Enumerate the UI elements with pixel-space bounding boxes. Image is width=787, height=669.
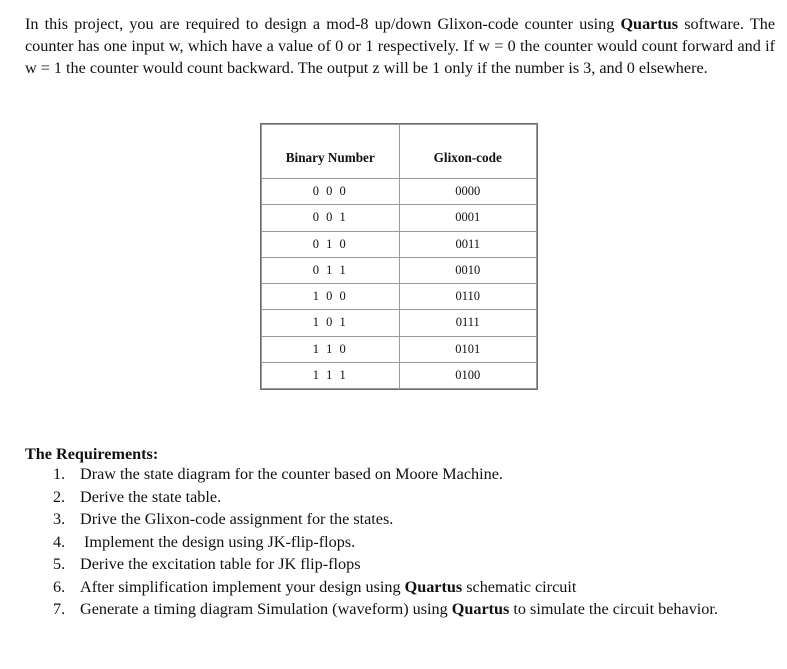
table-row <box>262 310 537 336</box>
list-number: 4. <box>53 532 66 551</box>
binary-cell: 1 0 0 <box>262 284 400 310</box>
list-number: 5. <box>53 555 66 573</box>
list-item <box>25 463 775 486</box>
list-number: 2. <box>53 487 66 506</box>
binary-cell: 0 1 1 <box>262 257 400 283</box>
glixon-cell: 0010 <box>399 257 537 283</box>
table-row <box>262 336 537 362</box>
glixon-cell: 0110 <box>399 284 537 310</box>
list-text: Draw the state diagram for the counter based on Moore Machine. <box>80 465 503 483</box>
list-number: 7. <box>53 600 66 618</box>
header-binary-number: Binary Number <box>262 125 400 179</box>
list-number: 3. <box>53 510 66 528</box>
glixon-cell: 0101 <box>399 336 537 362</box>
header-glixon-code: Glixon-code <box>399 125 537 179</box>
table-row <box>262 284 537 310</box>
list-text: Implement the design using JK-flip-flops. <box>80 532 356 551</box>
table-row <box>262 205 537 231</box>
list-item <box>25 531 775 554</box>
table-row <box>262 362 537 388</box>
list-text-after: to simulate the circuit behavior. <box>509 600 718 618</box>
binary-cell: 0 0 1 <box>262 205 400 231</box>
list-text: Generate a timing diagram Simulation (waveform) using <box>80 600 452 618</box>
quartus-bold: Quartus <box>404 577 463 596</box>
list-text: Derive the state table. <box>80 487 222 506</box>
list-text: Drive the Glixon-code assignment for the states. <box>80 510 394 528</box>
list-number: 1. <box>53 465 66 483</box>
list-text: Derive the excitation table for JK flip-flops <box>80 555 361 573</box>
requirements-title: The Requirements: <box>25 445 159 463</box>
list-item <box>25 508 775 531</box>
binary-cell: 1 1 0 <box>262 336 400 362</box>
list-number: 6. <box>53 577 66 596</box>
list-item <box>25 553 775 576</box>
table-header-row <box>262 125 537 179</box>
binary-glixon-table <box>260 123 538 390</box>
list-item <box>25 598 775 621</box>
table-row <box>262 231 537 257</box>
glixon-cell: 0111 <box>399 310 537 336</box>
intro-text-part1: In this project, you are required to design a mod-8 up/down Glixon-code counter using <box>25 15 621 33</box>
requirements-list <box>25 463 775 621</box>
intro-quartus-bold: Quartus <box>620 15 679 33</box>
table-row <box>262 257 537 283</box>
list-text: After simplification implement your design using <box>80 577 405 596</box>
glixon-cell: 0000 <box>399 179 537 205</box>
intro-paragraph <box>25 13 775 79</box>
list-text-after: schematic circuit <box>462 577 577 596</box>
list-item <box>25 576 775 599</box>
intro-text-part2: software. The counter has one input w, which have a value of 0 or 1 respectively. If w = 0 the counter would count forward and if w = 1 the counter would count backward. The output z will be 1 only if the number is 3, and 0 elsewhere. <box>25 15 776 77</box>
glixon-cell: 0011 <box>399 231 537 257</box>
binary-cell: 0 0 0 <box>262 179 400 205</box>
list-item <box>25 486 775 509</box>
glixon-cell: 0100 <box>399 362 537 388</box>
glixon-cell: 0001 <box>399 205 537 231</box>
binary-cell: 1 1 1 <box>262 362 400 388</box>
binary-cell: 0 1 0 <box>262 231 400 257</box>
binary-cell: 1 0 1 <box>262 310 400 336</box>
quartus-bold: Quartus <box>451 600 510 618</box>
table-row <box>262 179 537 205</box>
